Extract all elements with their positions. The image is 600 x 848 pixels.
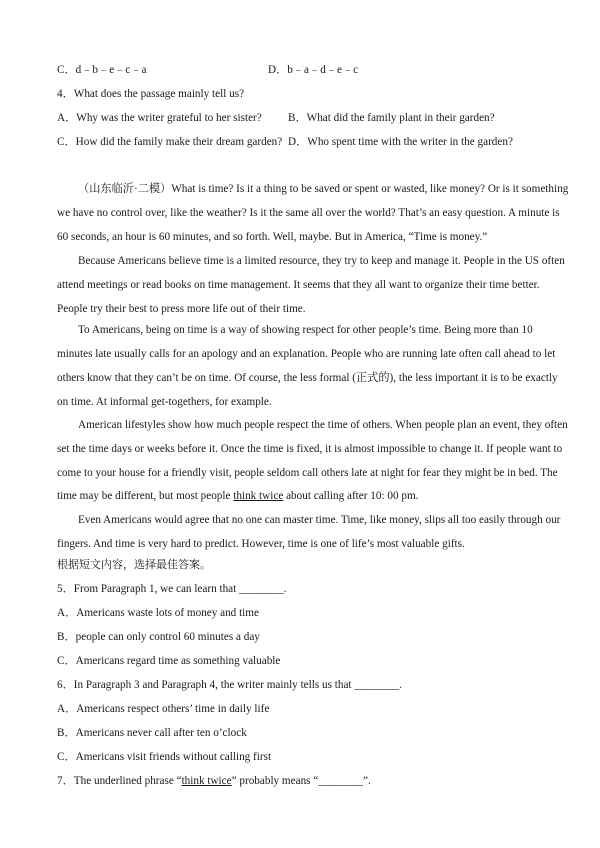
q4-option-a: A．Why was the writer grateful to her sister?: [57, 112, 262, 124]
passage-p1-line2: we have no control over, like the weather? Is it the same all over the world? That’s an easy question. A minute is: [57, 207, 560, 219]
q5-option-b: B．people can only control 60 minutes a day: [57, 631, 260, 643]
q4-option-d: D．Who spent time with the writer in the garden?: [288, 136, 513, 148]
q4-stem: 4．What does the passage mainly tell us?: [57, 88, 245, 100]
q5-stem: 5．From Paragraph 1, we can learn that ________.: [57, 583, 287, 595]
passage-p4-line4: time may be different, but most people think twice about calling after 10: 00 pm.: [57, 490, 419, 502]
q7-underlined-phrase: think twice: [181, 775, 232, 787]
q6-option-a: A．Americans respect others’ time in daily life: [57, 703, 270, 715]
q6-option-c: C．Americans visit friends without calling first: [57, 751, 272, 763]
q6-stem: 6．In Paragraph 3 and Paragraph 4, the writer mainly tells us that ________.: [57, 679, 402, 691]
q4-option-b: B．What did the family plant in their garden?: [288, 112, 495, 124]
passage-p4-line3: come to your house for a friendly visit, people seldom call others late at night for fear they might be in bed. The: [57, 467, 558, 479]
passage-source: （山东临沂·二模）: [78, 183, 172, 195]
passage-p3-line2: minutes late usually calls for an apology and an explanation. People who are running late often call ahead to let: [57, 348, 556, 360]
passage-p4-line1: American lifestyles show how much people respect the time of others. When people plan an event, they often: [78, 419, 568, 431]
passage-p2-line2: attend meetings or read books on time management. It seems that they all want to organize their time better.: [57, 279, 540, 291]
passage-p2-line1: Because Americans believe time is a limited resource, they try to keep and manage it. People in the US often: [78, 255, 565, 267]
passage-p3-line3: others know that they can’t be on time. Of course, the less formal (正式的), the less important it is to be exactly: [57, 372, 558, 384]
passage-p3-line1: To Americans, being on time is a way of showing respect for other people’s time. Being more than 10: [78, 324, 533, 336]
passage-p1-line1: （山东临沂·二模）What is time? Is it a thing to be saved or spent or wasted, like money? Or is it something: [78, 183, 569, 195]
q4-option-c: C．How did the family make their dream garden?: [57, 136, 283, 148]
q5-option-a: A．Americans waste lots of money and time: [57, 607, 259, 619]
q5-option-c: C．Americans regard time as something valuable: [57, 655, 281, 667]
passage-p3-line4: on time. At informal get-togethers, for example.: [57, 396, 272, 408]
q6-option-b: B．Americans never call after ten o’clock: [57, 727, 247, 739]
passage-p4-line2: set the time days or weeks before it. Once the time is fixed, it is almost impossible to change it. If people want to: [57, 443, 563, 455]
passage-p5-line2: fingers. And time is very hard to predict. However, time is one of life’s most valuable gifts.: [57, 538, 465, 550]
q7-stem: 7．The underlined phrase “think twice” probably means “________”.: [57, 775, 371, 787]
q3-option-d: D．b﹣a﹣d﹣e﹣c: [268, 64, 359, 76]
q3-option-c: C．d﹣b﹣e﹣c﹣a: [57, 64, 147, 76]
passage-p2-line3: People try their best to press more life out of their time.: [57, 303, 306, 315]
underlined-phrase: think twice: [233, 490, 284, 502]
passage-p5-line1: Even Americans would agree that no one can master time. Time, like money, slips all too easily through our: [78, 514, 561, 526]
instruction: 根据短文内容，选择最佳答案。: [57, 558, 211, 571]
passage-p1-line3: 60 seconds, an hour is 60 minutes, and so forth. Well, maybe. But in America, “Time is money.”: [57, 231, 488, 243]
